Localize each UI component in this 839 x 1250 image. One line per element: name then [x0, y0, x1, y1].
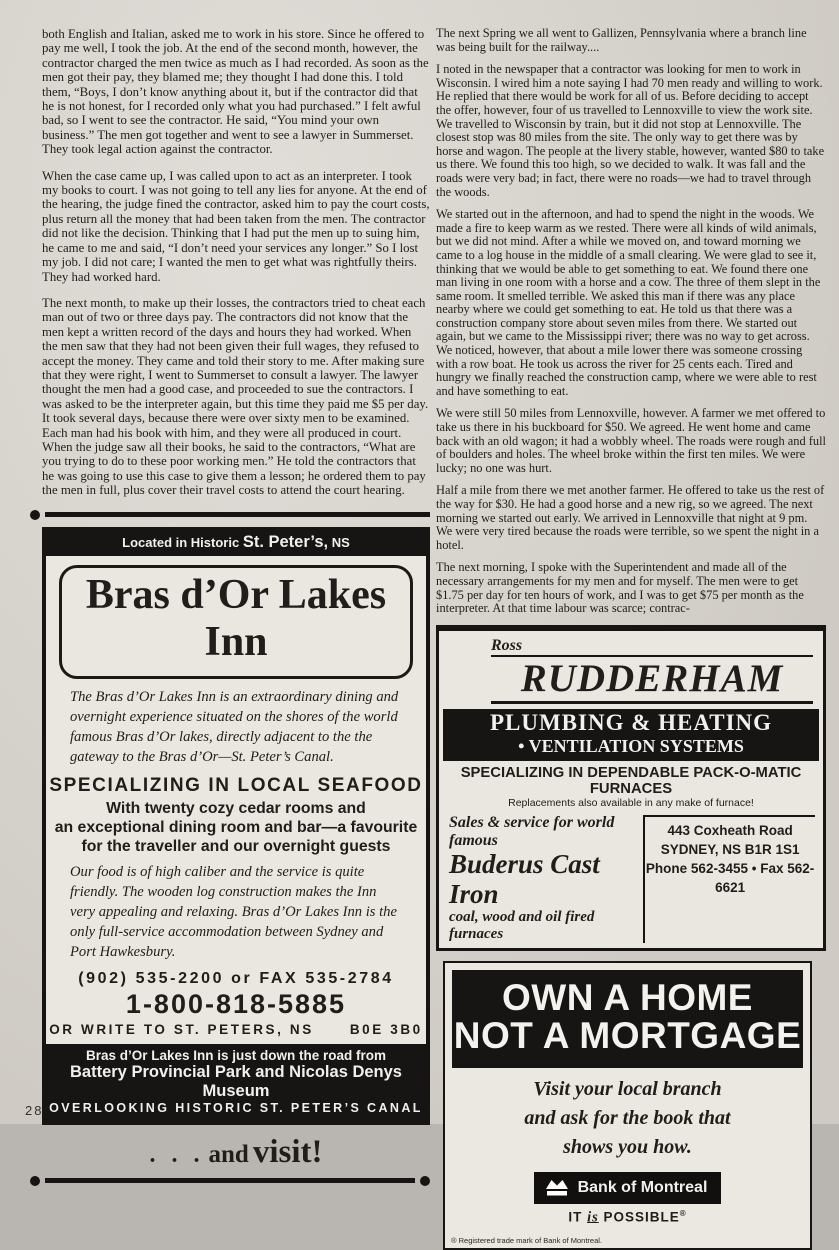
inn-ad-intro: The Bras d’Or Lakes Inn is an extraordinary dining and overnight experience situated on the shores of the world famous Bras d’Or lakes, directly adjacent to the the gateway to the Bras d’Or—St. Peter’s Canal. [70, 688, 399, 765]
subheading-line: an exceptional dining room and bar—a favourite [54, 818, 418, 836]
banner-place: St. Peter’s, [242, 532, 329, 551]
slogan-is: is [587, 1209, 599, 1226]
bmo-logo-row [445, 1172, 810, 1204]
rudderham-replacements: Replacements also available in any make of furnace! [508, 797, 754, 810]
phone-fax-line: Phone 562-3455 • Fax 562-6621 [645, 861, 815, 896]
bmo-slogan [445, 1209, 810, 1227]
divider-dot [30, 510, 40, 520]
bottom-rule [30, 1176, 430, 1186]
address-line: 443 Coxheath Road [667, 823, 793, 839]
body-line: Visit your local branch [533, 1077, 722, 1100]
slogan-it: IT [568, 1209, 583, 1225]
rudderham-services-banner [443, 709, 819, 761]
right-column [436, 26, 826, 1246]
body-paragraph: We started out in the afternoon, and had to spend the night in the woods. We made a fire to keep warm as we rested. There were all kinds of wild animals, but we did not mind. After a while we moved on, and toward morning we came to a log house in the middle of a small clearing. We were glad to see it, thinking that we would be able to get something to eat. We found there one man living in one room with a horse and a cow. The three of them slept in the same room. It smelled terrible. We asked this man if there was any place nearby where we could get something to eat. He told us that there was a construction company store about seven miles from there. We started out again, but we came to the Mississippi river; there was no way to get across. We noticed, however, that about a mile lower there was someone crossing with a row boat. He took us across the river for 25 cents each. Tired and hungry we finally reached the construction camp, where we were able to rest and have something to eat. [436, 207, 821, 398]
inn-title-line1: Bras d’Or Lakes [85, 571, 387, 618]
bank-of-montreal-logo [534, 1172, 722, 1204]
registered-mark: ® [679, 1208, 687, 1218]
body-paragraph: When the case came up, I was called upon to act as an interpreter. I took my books to court. I was not going to tell any lies for anyone. At the end of the hearing, the judge fined the contractor, asked him to pay the court costs, plus return all the money that had been taken from the men. The contractor did not like the decision. Thinking that I had put the men up to suing him, he came to me and said, “I don’t need your services any longer.” So I lost my job. I did not care; I wanted the men to get what was rightfully theirs. They had worked hard. [42, 168, 430, 284]
subheading-line: for the traveller and our overnight guests [81, 837, 391, 855]
tagline-visit: visit! [252, 1133, 323, 1170]
footer-line: Battery Provincial Park and Nicolas Denys Museum [70, 1062, 402, 1100]
headline-line1: OWN A HOME [502, 976, 753, 1018]
bank-of-montreal-ad [443, 961, 812, 1250]
bras-dor-lakes-inn-ad [42, 527, 430, 1125]
bmo-body-text [445, 1075, 810, 1162]
rudderham-name: RUDDERHAM [491, 657, 813, 705]
sales-line: Sales & service for world famous [449, 814, 615, 850]
footer-line: OVERLOOKING HISTORIC ST. PETER’S CANAL [49, 1100, 423, 1115]
rudderham-specializing: SPECIALIZING IN DEPENDABLE PACK-O-MATIC FURNACES [460, 765, 802, 798]
bmo-mountain-m-icon [544, 1178, 570, 1198]
bmo-logo-text: Bank of Montreal [577, 1178, 708, 1196]
rudderham-plumbing-ad [436, 625, 826, 951]
body-paragraph: We were still 50 miles from Lennoxville, however. A farmer we met offered to take us there in his buckboard for $50. We agreed. He went home and came back with an old wagon; it had a wobbly wheel. The roads were rough and full of boulders and holes. The wheel broke within the first ten miles. We were lucky; no one was hurt. [436, 406, 826, 475]
headline-line2: NOT A MORTGAGE [453, 1015, 802, 1057]
rule-bar [45, 1178, 415, 1183]
body-paragraph: I noted in the newspaper that a contractor was looking for men to work in Wisconsin. I wired him a note saying I had 70 men ready and willing to work. He replied that there would be work for all of us. Before deciding to accept the offer, however, four of us travelled to Lennoxville to view the work site. We travelled to Wisconsin by train, but it did not stop at Lennoxville. The closest stop was 80 miles from the site. The only way to get there was by horse and wagon. The people at the livery stable, however, wanted $80 to take us there. We found this too high, so we decided to walk. It was fall and the roads were very bad; in fact, there were no roads—we had to travel through the woods. [436, 62, 825, 199]
and-visit-tagline [42, 1134, 430, 1171]
page-number: 28 [25, 1103, 44, 1118]
right-text-block [436, 27, 826, 616]
rudderham-first-name-row [491, 637, 813, 657]
inn-ad-location-banner [46, 531, 426, 556]
inn-ad-footer-banner [46, 1044, 426, 1121]
rudderham-sales-block [447, 812, 643, 942]
slogan-possible: POSSIBLE [603, 1209, 680, 1225]
inn-ad-title [59, 565, 413, 679]
rudderham-first-name: Ross [491, 636, 523, 654]
body-paragraph: Half a mile from there we met another farmer. He offered to take us the rest of the way for $30. He had a good horse and a new rig, so we agreed. The next morning we started out early. We arrived in Lennoxville that night at 9 pm. We were very tired because the roads were terrible, so we spent the night in a hotel. [436, 483, 825, 552]
banner-prefix: Located in Historic [122, 534, 240, 550]
inn-ad-body: Our food is of high caliber and the service is quite friendly. The wooden log construction makes the Inn very appealing and relaxing. Bras d’Or Lakes Inn is the only full-service accommodation between Sydney and Port Hawkesbury. [70, 863, 397, 960]
tagline-dots: . . . [149, 1141, 205, 1168]
rudderham-bottom-section [447, 812, 815, 942]
bmo-fine-print: ® Registered trade mark of Bank of Montreal. [451, 1236, 603, 1246]
sales-line: coal, wood and oil fired furnaces [449, 908, 595, 942]
inn-ad-phone: (902) 535-2200 or FAX 535-2784 [78, 969, 394, 987]
address-line: SYDNEY, NS B1R 1S1 [660, 842, 800, 858]
inn-ad-tollfree-number: 1-800-818-5885 [125, 988, 347, 1019]
rule-dot-left [30, 1176, 40, 1186]
section-divider-rule [30, 510, 430, 520]
bmo-headline [452, 970, 803, 1068]
services-line1: PLUMBING & HEATING [489, 710, 773, 736]
body-paragraph: both English and Italian, asked me to work in his store. Since he offered to pay me well, I took the job. At the end of the second month, however, the contractor charged the men twice as much as I had recorded. As soon as the men got their pay, they blamed me; they thought I had done this. I told them, “Boys, I don’t know anything about it, but if the contractor did that he is not honest, for I recorded only what you had purchased.” I felt awful bad, so I went to see the contractor. He said, “You mind your own business.” The men got together and went to see a lawyer in Summerset. They took legal action against the contractor. [42, 27, 429, 157]
inn-title-line2: Inn [204, 618, 268, 665]
inn-ad-heading: SPECIALIZING IN LOCAL SEAFOOD [49, 774, 423, 796]
banner-suffix: NS [331, 534, 350, 550]
body-paragraph: The next morning, I spoke with the Superintendent and made all of the necessary arrangements for my men and for myself. The men were to get $1.75 per day for ten hours of work, and I was to get $75 per month as the interpreter. At that time labour was scarce; contrac- [436, 560, 804, 616]
tagline-and: and [208, 1140, 249, 1168]
rule-dot-right [420, 1176, 430, 1186]
inn-ad-address-line [46, 1022, 426, 1037]
rudderham-address-block [643, 815, 815, 942]
inn-ad-subheading [46, 799, 426, 856]
divider-bar [45, 512, 430, 517]
body-paragraph: The next month, to make up their losses, the contractors tried to cheat each man out of two or three days pay. The contractors did not know that the men kept a written record of the days and hours they had worked. When the men saw that they had not been given their full wages, they refused to accept the money. They came and told their story to me. After making sure that they were right, I went to Summerset to consult a lawyer. The lawyer thought the men had a good case, and proceeded to sue the contractors. I was asked to be the interpreter again, but this time they paid me $5 per day. It took several days, because there were over sixty men to be examined. Each man had his book with him, and they were all produced in court. When the judge saw all their books, he said to the contractors, “What are you trying to do to these poor working men.” He told the contractors that he was going to use this case to give them a lesson; he ordered them to pay the men in full, plus cover their travel costs to attend the court hearing. [42, 295, 429, 498]
left-column [42, 27, 430, 1170]
sales-brand: Buderus Cast Iron [449, 849, 600, 909]
body-paragraph: The next Spring we all went to Gallizen, Pennsylvania where a branch line was being built for the railway.... [436, 26, 807, 54]
body-line: and ask for the book that [524, 1106, 731, 1129]
postal-code: B0E 3B0 [349, 1021, 423, 1037]
body-line: shows you how. [563, 1135, 692, 1158]
subheading-line: With twenty cozy cedar rooms and [106, 799, 366, 817]
left-text-block [42, 27, 430, 498]
footer-line: Bras d’Or Lakes Inn is just down the road from [85, 1047, 387, 1063]
write-label: OR WRITE TO ST. PETERS, NS [49, 1021, 314, 1037]
services-line2: • VENTILATION SYSTEMS [518, 736, 744, 757]
